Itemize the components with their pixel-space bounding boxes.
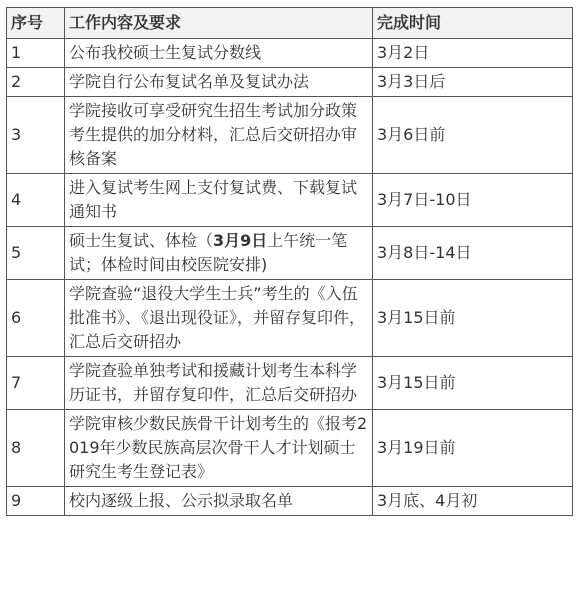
row-task: 学院审核少数民族骨干计划考生的《报考2019年少数民族高层次骨干人才计划硕士研究生考生登记表》 — [65, 410, 373, 487]
table-row — [7, 174, 573, 227]
table-row — [7, 357, 573, 410]
row-time: 3月2日 — [373, 39, 573, 68]
row-num: 5 — [7, 227, 65, 280]
row-task: 学院接收可享受研究生招生考试加分政策考生提供的加分材料，汇总后交研招办审核备案 — [65, 97, 373, 174]
table-row — [7, 68, 573, 97]
row-time: 3月3日后 — [373, 68, 573, 97]
table-row — [7, 227, 573, 280]
row-time: 3月8日-14日 — [373, 227, 573, 280]
row-task-text: 上午统一笔试；体检时间由校医院安排) — [69, 231, 348, 274]
row-num: 6 — [7, 280, 65, 357]
header-num: 序号 — [7, 8, 65, 39]
row-task: 学院自行公布复试名单及复试办法 — [65, 68, 373, 97]
row-time: 3月7日-10日 — [373, 174, 573, 227]
header-task: 工作内容及要求 — [65, 8, 373, 39]
table-row — [7, 410, 573, 487]
row-num: 7 — [7, 357, 65, 410]
header-time: 完成时间 — [373, 8, 573, 39]
row-time: 3月19日前 — [373, 410, 573, 487]
table-row — [7, 280, 573, 357]
table-header — [7, 8, 573, 39]
row-num: 4 — [7, 174, 65, 227]
table-body — [7, 39, 573, 516]
row-num: 1 — [7, 39, 65, 68]
row-num: 2 — [7, 68, 65, 97]
table-row — [7, 39, 573, 68]
row-time: 3月15日前 — [373, 280, 573, 357]
header-row — [7, 8, 573, 39]
row-num: 3 — [7, 97, 65, 174]
table-row — [7, 487, 573, 516]
row-task-text: 硕士生复试、体检（ — [69, 231, 214, 250]
row-num: 9 — [7, 487, 65, 516]
row-task: 校内逐级上报、公示拟录取名单 — [65, 487, 373, 516]
row-time: 3月6日前 — [373, 97, 573, 174]
row-task: 公布我校硕士生复试分数线 — [65, 39, 373, 68]
schedule-table — [6, 7, 573, 516]
row-num: 8 — [7, 410, 65, 487]
row-task: 学院查验“退役大学生士兵”考生的《入伍批准书》、《退出现役证》，并留存复印件，汇总后交研招办 — [65, 280, 373, 357]
table-row — [7, 97, 573, 174]
row-task — [65, 227, 373, 280]
row-task: 学院查验单独考试和援藏计划考生本科学历证书，并留存复印件，汇总后交研招办 — [65, 357, 373, 410]
row-time: 3月15日前 — [373, 357, 573, 410]
row-time: 3月底、4月初 — [373, 487, 573, 516]
row-task: 进入复试考生网上支付复试费、下载复试通知书 — [65, 174, 373, 227]
exam-date-bold: 3月9日 — [213, 231, 268, 250]
